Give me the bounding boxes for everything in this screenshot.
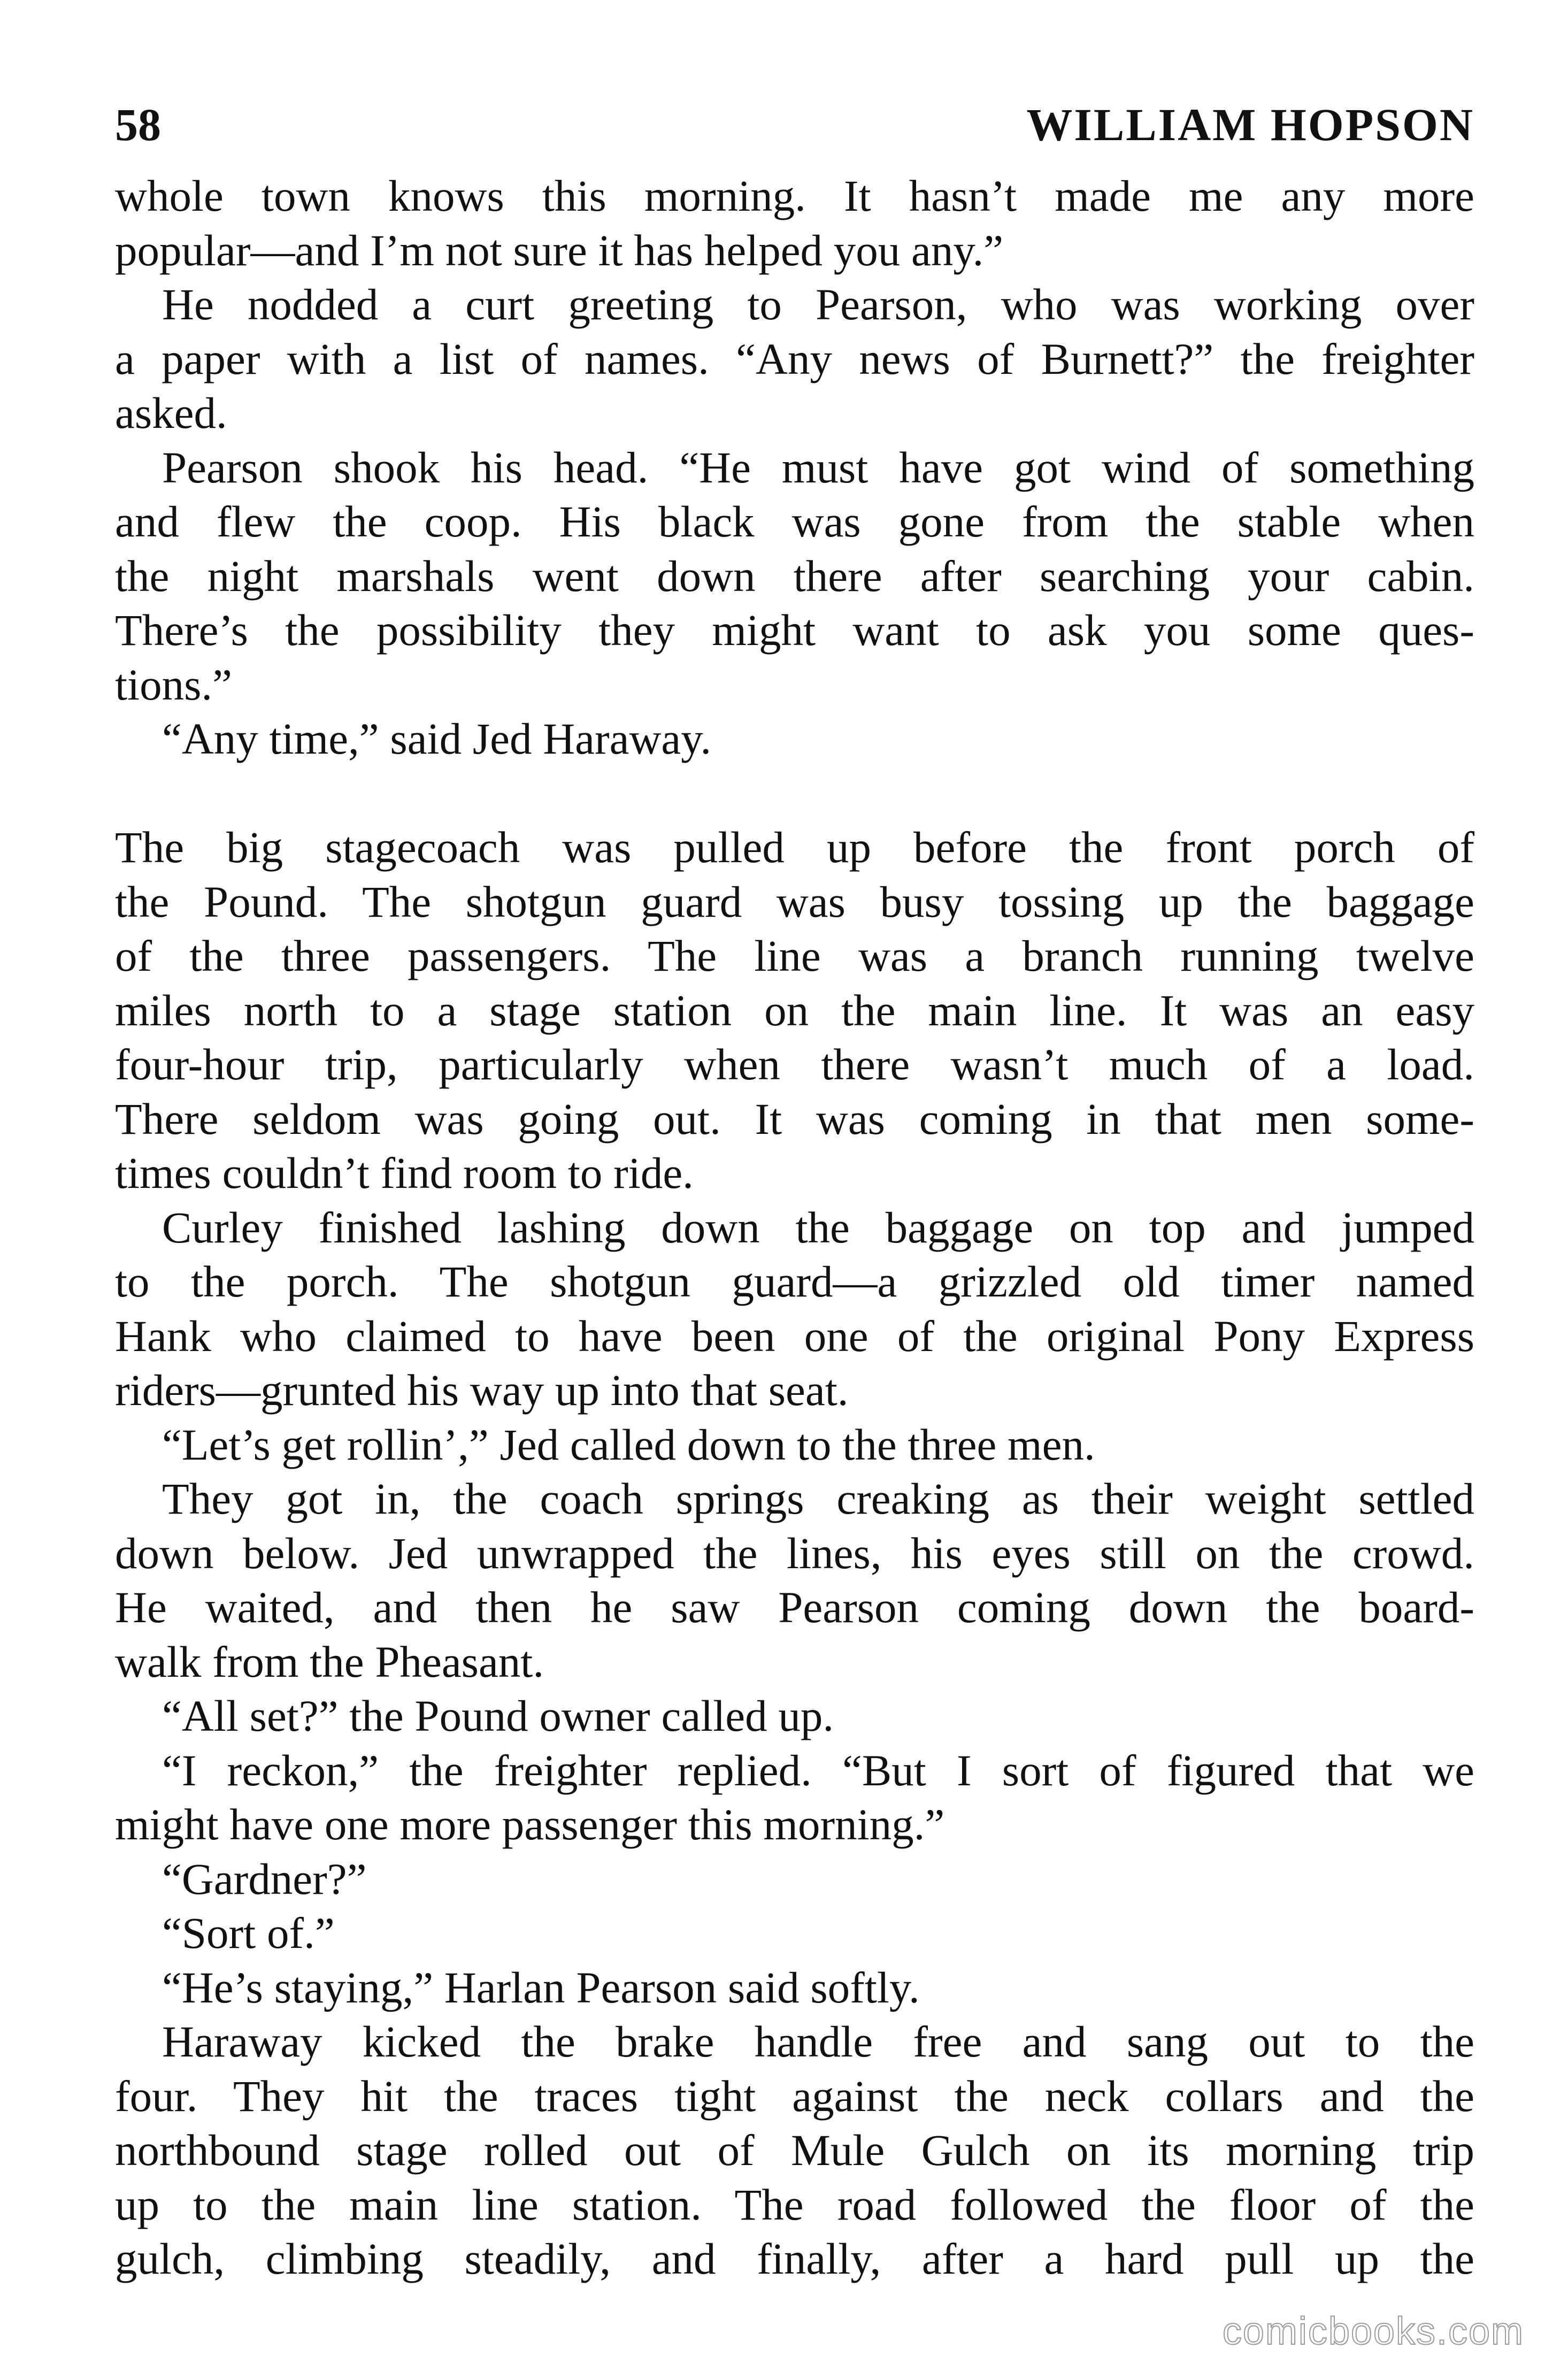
text-line: Haraway kicked the brake handle free and sang out to the xyxy=(162,2017,1474,2066)
text-line: “Gardner?” xyxy=(162,1854,367,1904)
running-head-author: WILLIAM HOPSON xyxy=(1026,99,1474,150)
text-line: walk from the Pheasant. xyxy=(115,1637,544,1686)
text-line: They got in, the coach springs creaking as their weight settled xyxy=(162,1474,1474,1523)
page-number: 58 xyxy=(115,99,161,150)
text-line: “All set?” the Pound owner called up. xyxy=(162,1691,834,1740)
text-line: asked. xyxy=(115,388,227,438)
text-line: the Pound. The shotgun guard was busy tossing up the baggage xyxy=(115,877,1474,926)
text-line: northbound stage rolled out of Mule Gulch on its morning trip xyxy=(115,2125,1474,2175)
text-line: the night marshals went down there after searching your cabin. xyxy=(115,551,1474,601)
text-line: miles north to a stage station on the main line. It was an easy xyxy=(115,985,1474,1035)
text-line: riders—grunted his way up into that seat. xyxy=(115,1365,849,1415)
text-line: popular—and I’m not sure it has helped you any.” xyxy=(115,225,1004,275)
text-line: whole town knows this morning. It hasn’t made me any more xyxy=(115,171,1474,220)
text-line: four-hour trip, particularly when there wasn’t much of a load. xyxy=(115,1040,1474,1089)
text-line: Curley finished lashing down the baggage on top and jumped xyxy=(162,1202,1474,1252)
text-line: “Let’s get rollin’,” Jed called down to the three men. xyxy=(162,1419,1095,1469)
text-line: and flew the coop. His black was gone from the stable when xyxy=(115,497,1474,546)
text-line: There’s the possibility they might want to ask you some ques- xyxy=(115,605,1474,655)
text-line: four. They hit the traces tight against the neck collars and the xyxy=(115,2071,1474,2121)
watermark-text: comicbooks.com xyxy=(1222,2310,1524,2353)
text-line: There seldom was going out. It was coming in that men some- xyxy=(115,1094,1474,1144)
text-line: a paper with a list of names. “Any news of Burnett?” the freighter xyxy=(115,334,1474,383)
text-line: tions.” xyxy=(115,659,233,709)
text-line: He waited, and then he saw Pearson coming down the board- xyxy=(115,1583,1474,1632)
text-line: “He’s staying,” Harlan Pearson said softly. xyxy=(162,1962,920,2012)
text-line: gulch, climbing steadily, and finally, after a hard pull up the xyxy=(115,2234,1474,2283)
text-line: times couldn’t find room to ride. xyxy=(115,1148,694,1198)
page-header xyxy=(115,95,1474,154)
body-text xyxy=(115,169,1474,2286)
text-line: Hank who claimed to have been one of the original Pony Express xyxy=(115,1311,1474,1361)
text-line: Pearson shook his head. “He must have got wind of something xyxy=(162,442,1474,492)
text-line: up to the main line station. The road followed the floor of the xyxy=(115,2180,1474,2229)
text-line: The big stagecoach was pulled up before the front porch of xyxy=(115,823,1474,872)
text-line: He nodded a curt greeting to Pearson, who was working over xyxy=(162,280,1474,329)
text-line: to the porch. The shotgun guard—a grizzled old timer named xyxy=(115,1257,1474,1306)
text-line: “Sort of.” xyxy=(162,1908,335,1958)
text-line: might have one more passenger this morning.” xyxy=(115,1800,945,1849)
text-line: down below. Jed unwrapped the lines, his eyes still on the crowd. xyxy=(115,1528,1474,1578)
text-line: of the three passengers. The line was a branch running twelve xyxy=(115,931,1474,980)
section-break xyxy=(115,766,1474,821)
text-line: “Any time,” said Jed Haraway. xyxy=(162,714,712,763)
text-line: “I reckon,” the freighter replied. “But I sort of figured that we xyxy=(162,1745,1474,1795)
